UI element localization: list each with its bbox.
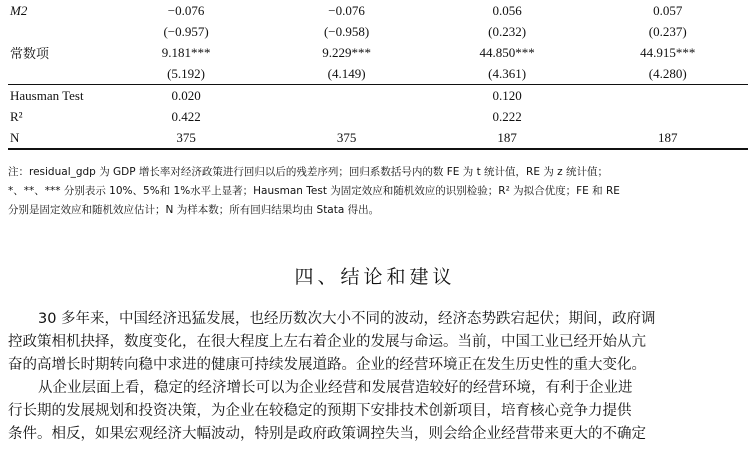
section-heading: 四、结论和建议 — [294, 266, 456, 288]
row-label: N — [8, 127, 106, 149]
row-label: R² — [10, 108, 23, 124]
table-cell — [266, 106, 427, 127]
table-cell — [266, 85, 427, 107]
paragraph-line: 行长期的发展规划和投资决策，为企业在较稳定的预期下安排技术创新项目，培育核心竞争力提供 — [8, 403, 632, 419]
paragraph-line: 控政策相机抉择，数度变化，在很大程度上左右着企业的发展与命运。当前，中国工业已经开始从亢 — [8, 334, 646, 350]
table-row — [8, 21, 748, 42]
paragraph-line: 30 多年来，中国经济迅猛发展，也经历数次大小不同的波动，经济态势跌宕起伏；期间，政府调 — [38, 311, 656, 327]
table-cell: 44.850*** — [479, 44, 535, 60]
note-line: *、**、*** 分别表示 10%、5%和 1%水平上显著；Hausman Test 为固定效应和随机效应的识别检验；R² 为拟合优度；FE 和 RE — [8, 185, 620, 197]
table-cell: 0.056 — [492, 2, 522, 18]
table-row — [8, 127, 748, 149]
paragraph-line: 从企业层面上看，稳定的经济增长可以为企业经营和发展营造较好的经营环境，有利于企业进 — [38, 380, 633, 396]
table-cell: (0.232) — [488, 23, 527, 39]
row-label — [8, 21, 106, 42]
table-row — [8, 85, 748, 107]
table-cell: −0.076 — [328, 2, 365, 18]
table-cell: −0.076 — [167, 2, 205, 18]
table-cell: 0.422 — [171, 108, 201, 124]
table-cell: 0.120 — [427, 85, 588, 107]
paragraph-line: 奋的高增长时期转向稳中求进的健康可持续发展道路。企业的经营环境正在发生历史性的重大变化。 — [8, 357, 646, 373]
row-label: 常数项 — [10, 46, 50, 61]
note-line: 注：residual_gdp 为 GDP 增长率对经济政策进行回归以后的残差序列；回归系数括号内的数 FE 为 t 统计值，RE 为 z 统计值； — [8, 166, 609, 178]
table-cell: (−0.957) — [163, 23, 209, 39]
row-label: M2 — [10, 2, 28, 18]
row-label — [8, 63, 106, 85]
table-row — [8, 0, 748, 21]
table-cell: (4.280) — [648, 65, 687, 81]
table-note — [8, 163, 748, 220]
table-cell — [587, 106, 748, 127]
paragraph-line: 条件。相反，如果宏观经济大幅波动，特别是政府政策调控失当，则会给企业经营带来更大的不确定 — [8, 426, 646, 442]
table-cell: (4.149) — [327, 65, 366, 81]
table-cell: 9.181*** — [161, 44, 211, 60]
table-cell: 187 — [587, 127, 748, 149]
table-cell: 375 — [266, 127, 427, 149]
table-row — [8, 42, 748, 63]
table-cell: 187 — [427, 127, 588, 149]
table-cell: 0.222 — [492, 108, 522, 124]
regression-table — [8, 0, 748, 150]
table-cell: 44.915*** — [640, 44, 696, 60]
table-cell: (5.192) — [167, 65, 206, 81]
note-line: 分别是固定效应和随机效应估计；N 为样本数；所有回归结果均由 Stata 得出。 — [8, 204, 380, 216]
row-label: Hausman Test — [8, 85, 106, 107]
table-cell: 0.020 — [106, 85, 267, 107]
table-row — [8, 63, 748, 85]
table-cell — [587, 85, 748, 107]
body-text — [8, 308, 750, 446]
table-cell: (4.361) — [488, 65, 527, 81]
table-cell: 375 — [106, 127, 267, 149]
table-row — [8, 106, 748, 127]
table-cell: (0.237) — [648, 23, 687, 39]
table-cell: 0.057 — [653, 2, 683, 18]
table-cell: (−0.958) — [323, 23, 370, 39]
table-cell: 9.229*** — [322, 44, 371, 60]
